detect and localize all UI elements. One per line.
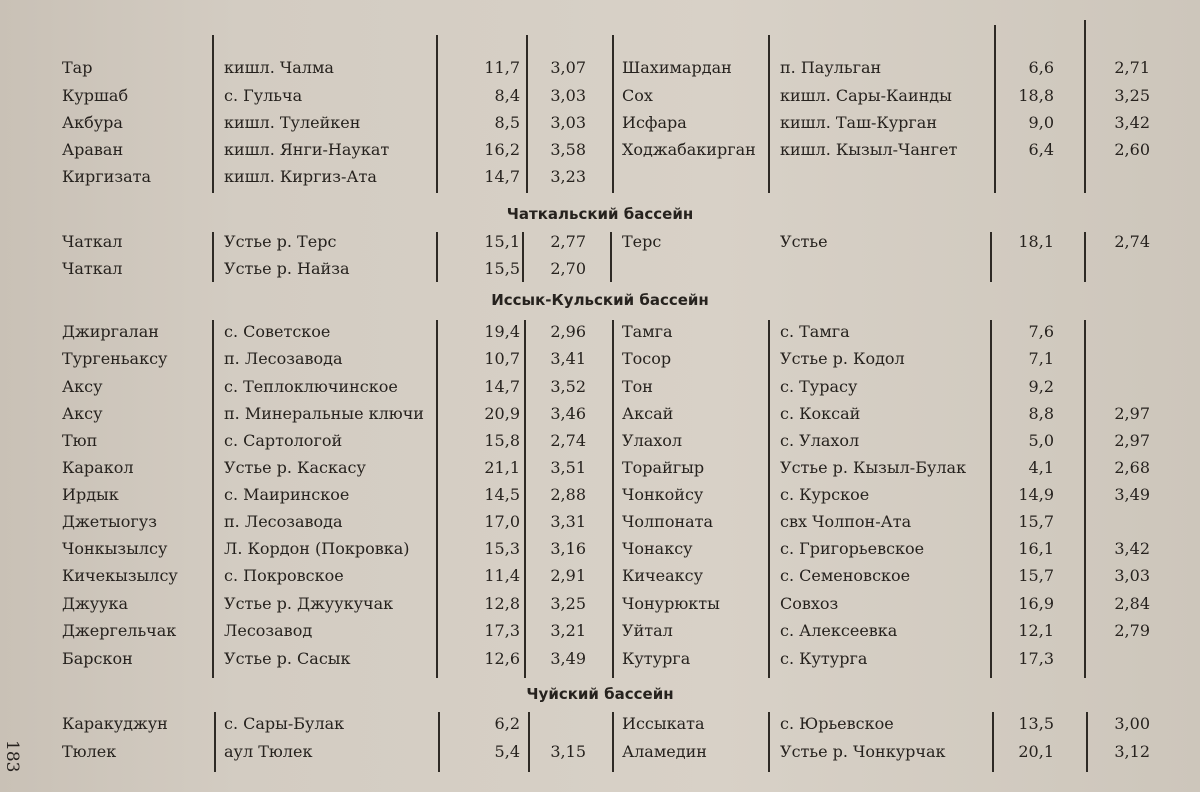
section-heading: Иссык-Кульский бассейн — [491, 291, 709, 309]
cell-river: Иссыката — [622, 714, 705, 733]
cell-value-a: 15,1 — [484, 232, 520, 251]
cell-river: Аксай — [622, 404, 674, 423]
column-rule — [1084, 232, 1086, 282]
cell-station: с. Маиринское — [224, 485, 350, 504]
cell-station: с. Гульча — [224, 86, 303, 105]
cell-river: Шахимардан — [622, 58, 732, 77]
cell-river: Джетыогуз — [62, 512, 157, 531]
column-rule — [212, 320, 214, 678]
cell-station: Устье — [780, 232, 828, 251]
cell-value-a: 7,1 — [1028, 349, 1054, 368]
column-rule — [612, 712, 614, 772]
cell-river: Джергельчак — [62, 621, 177, 640]
cell-station: Устье р. Кодол — [780, 349, 905, 368]
cell-value-b — [1088, 349, 1150, 369]
cell-value-b: 2,91 — [550, 566, 586, 585]
cell-station: с. Теплоключинское — [224, 377, 398, 396]
cell-value-a: 10,7 — [484, 349, 520, 368]
column-rule — [992, 712, 994, 772]
cell-river: Каракол — [62, 458, 134, 477]
cell-river: Куршаб — [62, 86, 129, 105]
cell-river: Чолпоната — [622, 512, 714, 531]
cell-value-a: 7,6 — [1028, 322, 1054, 341]
cell-station: Устье р. Джуукучак — [224, 594, 394, 613]
cell-river: Каракуджун — [62, 714, 168, 733]
cell-value-a: 18,1 — [1018, 232, 1054, 251]
cell-value-b: 2,97 — [1114, 431, 1150, 450]
cell-value-a: 18,8 — [1018, 86, 1054, 105]
cell-value-b: 2,74 — [1114, 232, 1150, 251]
cell-station — [780, 259, 990, 279]
cell-river: Аламедин — [622, 742, 707, 761]
cell-value-a: 15,8 — [484, 431, 520, 450]
cell-river: Исфара — [622, 113, 687, 132]
cell-station: Устье р. Найза — [224, 259, 350, 278]
cell-value-a: 14,9 — [1018, 485, 1054, 504]
cell-value-b: 2,88 — [550, 485, 586, 504]
cell-station: Устье р. Чонкурчак — [780, 742, 946, 761]
cell-river: Улахол — [622, 431, 683, 450]
cell-station: с. Кутурга — [780, 649, 868, 668]
cell-river: Чонкызылсу — [62, 539, 168, 558]
cell-river: Чаткал — [62, 232, 123, 251]
section-heading: Чуйский бассейн — [526, 685, 674, 703]
cell-station: Лесозавод — [224, 621, 313, 640]
page-number: 183 — [2, 740, 22, 773]
cell-station: аул Тюлек — [224, 742, 313, 761]
cell-value-a: 8,4 — [494, 86, 520, 105]
cell-value-a: 17,3 — [484, 621, 520, 640]
cell-station: с. Тамга — [780, 322, 850, 341]
cell-value-a: 16,9 — [1018, 594, 1054, 613]
cell-station: с. Улахол — [780, 431, 860, 450]
column-rule — [214, 712, 216, 772]
cell-river: Тюлек — [62, 742, 117, 761]
cell-station: кишл. Янги-Наукат — [224, 140, 390, 159]
cell-river: Терс — [622, 232, 662, 251]
cell-station: п. Лесозавода — [224, 512, 343, 531]
cell-station — [780, 167, 990, 187]
cell-river: Тар — [62, 58, 93, 77]
column-rule — [990, 320, 992, 678]
cell-value-b: 2,70 — [550, 259, 586, 278]
cell-value-a: 8,5 — [494, 113, 520, 132]
cell-value-a: 17,3 — [1018, 649, 1054, 668]
cell-river: Араван — [62, 140, 124, 159]
cell-value-b: 3,42 — [1114, 113, 1150, 132]
column-rule — [990, 232, 992, 282]
cell-river: Тосор — [622, 349, 672, 368]
cell-river: Джиргалан — [62, 322, 159, 341]
cell-value-a: 6,6 — [1028, 58, 1054, 77]
cell-value-a: 14,7 — [484, 377, 520, 396]
cell-value-b: 3,00 — [1114, 714, 1150, 733]
cell-value-b — [1088, 259, 1150, 279]
cell-station: с. Сартологой — [224, 431, 343, 450]
column-rule — [524, 320, 526, 678]
cell-station: с. Алексеевка — [780, 621, 898, 640]
cell-value-b — [1088, 322, 1150, 342]
column-rule — [768, 712, 770, 772]
cell-value-b: 3,23 — [550, 167, 586, 186]
cell-value-b: 3,31 — [550, 512, 586, 531]
cell-station: п. Паульган — [780, 58, 882, 77]
cell-value-b — [528, 714, 586, 734]
cell-station: с. Сары-Булак — [224, 714, 345, 733]
cell-value-a: 5,4 — [494, 742, 520, 761]
cell-river: Тон — [622, 377, 653, 396]
column-rule — [522, 232, 524, 282]
cell-river: Акбура — [62, 113, 123, 132]
cell-station: кишл. Киргиз-Ата — [224, 167, 377, 186]
cell-value-a: 16,2 — [484, 140, 520, 159]
cell-value-a: 9,2 — [1028, 377, 1054, 396]
column-rule — [1084, 20, 1086, 193]
cell-value-a — [996, 167, 1054, 187]
cell-value-b — [1088, 167, 1150, 187]
cell-value-a: 4,1 — [1028, 458, 1054, 477]
cell-value-a: 14,7 — [484, 167, 520, 186]
cell-value-a: 15,3 — [484, 539, 520, 558]
cell-value-b: 3,25 — [550, 594, 586, 613]
cell-value-b: 3,03 — [550, 113, 586, 132]
cell-value-b: 3,12 — [1114, 742, 1150, 761]
cell-station: кишл. Чалма — [224, 58, 334, 77]
cell-value-a: 12,1 — [1018, 621, 1054, 640]
cell-station: Устье р. Каскасу — [224, 458, 366, 477]
cell-river: Сох — [622, 86, 653, 105]
cell-river — [622, 167, 767, 187]
cell-value-b: 3,07 — [550, 58, 586, 77]
cell-value-b: 3,58 — [550, 140, 586, 159]
cell-value-a: 14,5 — [484, 485, 520, 504]
cell-station: с. Коксай — [780, 404, 861, 423]
cell-value-b: 2,71 — [1114, 58, 1150, 77]
cell-value-a: 21,1 — [484, 458, 520, 477]
cell-station: п. Минеральные ключи — [224, 404, 424, 423]
cell-value-a: 5,0 — [1028, 431, 1054, 450]
cell-value-a: 17,0 — [484, 512, 520, 531]
cell-station: с. Григорьевское — [780, 539, 925, 558]
cell-value-a: 20,1 — [1018, 742, 1054, 761]
cell-station: кишл. Кызыл-Чангет — [780, 140, 958, 159]
cell-value-b: 2,96 — [550, 322, 586, 341]
cell-river: Ходжабакирган — [622, 140, 756, 159]
cell-value-a: 13,5 — [1018, 714, 1054, 733]
cell-station: с. Курское — [780, 485, 870, 504]
column-rule — [768, 35, 770, 193]
cell-value-a: 8,8 — [1028, 404, 1054, 423]
cell-river: Тюп — [62, 431, 98, 450]
cell-value-b: 3,49 — [1114, 485, 1150, 504]
cell-value-b: 2,74 — [550, 431, 586, 450]
column-rule — [212, 35, 214, 193]
cell-river: Кичеаксу — [622, 566, 704, 585]
cell-value-b: 2,84 — [1114, 594, 1150, 613]
cell-value-b — [1088, 649, 1150, 669]
cell-river: Аксу — [62, 404, 103, 423]
cell-river: Чонурюкты — [622, 594, 720, 613]
cell-value-a: 6,2 — [494, 714, 520, 733]
cell-station: Совхоз — [780, 594, 839, 613]
cell-value-b: 3,42 — [1114, 539, 1150, 558]
cell-value-a: 9,0 — [1028, 113, 1054, 132]
cell-value-a: 15,5 — [484, 259, 520, 278]
cell-value-b: 3,51 — [550, 458, 586, 477]
column-rule — [612, 320, 614, 678]
cell-value-b: 2,77 — [550, 232, 586, 251]
column-rule — [212, 232, 214, 282]
cell-value-a: 11,7 — [484, 58, 520, 77]
cell-station: с. Покровское — [224, 566, 344, 585]
cell-value-b: 3,16 — [550, 539, 586, 558]
cell-river — [622, 259, 767, 279]
section-heading: Чаткальский бассейн — [506, 205, 694, 223]
cell-station: Л. Кордон (Покровка) — [224, 539, 410, 558]
cell-river: Торайгыр — [622, 458, 705, 477]
cell-river: Киргизата — [62, 167, 151, 186]
cell-value-b — [1088, 377, 1150, 397]
cell-value-a: 12,8 — [484, 594, 520, 613]
cell-station: п. Лесозавода — [224, 349, 343, 368]
cell-value-a: 12,6 — [484, 649, 520, 668]
cell-value-b: 2,60 — [1114, 140, 1150, 159]
cell-river: Чаткал — [62, 259, 123, 278]
cell-value-a: 15,7 — [1018, 566, 1054, 585]
cell-river: Джуука — [62, 594, 129, 613]
cell-station: свх Чолпон-Ата — [780, 512, 912, 531]
cell-river: Кичекызылсу — [62, 566, 178, 585]
cell-value-a: 16,1 — [1018, 539, 1054, 558]
cell-station: с. Советское — [224, 322, 331, 341]
cell-value-a: 19,4 — [484, 322, 520, 341]
cell-river: Ирдык — [62, 485, 119, 504]
cell-value-b: 3,49 — [550, 649, 586, 668]
cell-station: Устье р. Терс — [224, 232, 337, 251]
cell-station: кишл. Таш-Курган — [780, 113, 937, 132]
cell-river: Кутурга — [622, 649, 691, 668]
cell-value-b: 2,97 — [1114, 404, 1150, 423]
cell-station: с. Турасу — [780, 377, 858, 396]
cell-station: с. Юрьевское — [780, 714, 894, 733]
cell-value-b: 3,46 — [550, 404, 586, 423]
cell-station: Устье р. Сасык — [224, 649, 351, 668]
cell-value-b: 3,41 — [550, 349, 586, 368]
cell-value-b: 3,15 — [550, 742, 586, 761]
cell-value-b: 2,68 — [1114, 458, 1150, 477]
cell-river: Тургеньаксу — [62, 349, 168, 368]
cell-value-b: 3,52 — [550, 377, 586, 396]
cell-value-a: 15,7 — [1018, 512, 1054, 531]
cell-value-b: 3,03 — [550, 86, 586, 105]
cell-value-b: 3,21 — [550, 621, 586, 640]
cell-river: Аксу — [62, 377, 103, 396]
cell-value-a: 11,4 — [484, 566, 520, 585]
cell-value-b: 2,79 — [1114, 621, 1150, 640]
cell-river: Чонкойсу — [622, 485, 704, 504]
cell-station: кишл. Тулейкен — [224, 113, 361, 132]
cell-value-a: 6,4 — [1028, 140, 1054, 159]
cell-river: Барскон — [62, 649, 133, 668]
cell-river: Уйтал — [622, 621, 673, 640]
column-rule — [768, 320, 770, 678]
cell-value-a: 20,9 — [484, 404, 520, 423]
column-rule — [1084, 320, 1086, 678]
cell-value-a — [996, 259, 1054, 279]
cell-value-b: 3,03 — [1114, 566, 1150, 585]
cell-value-b — [1088, 512, 1150, 532]
cell-station: с. Семеновское — [780, 566, 911, 585]
cell-station: Устье р. Кызыл-Булак — [780, 458, 967, 477]
column-rule — [610, 232, 612, 282]
cell-river: Тамга — [622, 322, 673, 341]
cell-station: кишл. Сары-Каинды — [780, 86, 952, 105]
column-rule — [612, 35, 614, 193]
cell-river: Чонаксу — [622, 539, 693, 558]
cell-value-b: 3,25 — [1114, 86, 1150, 105]
